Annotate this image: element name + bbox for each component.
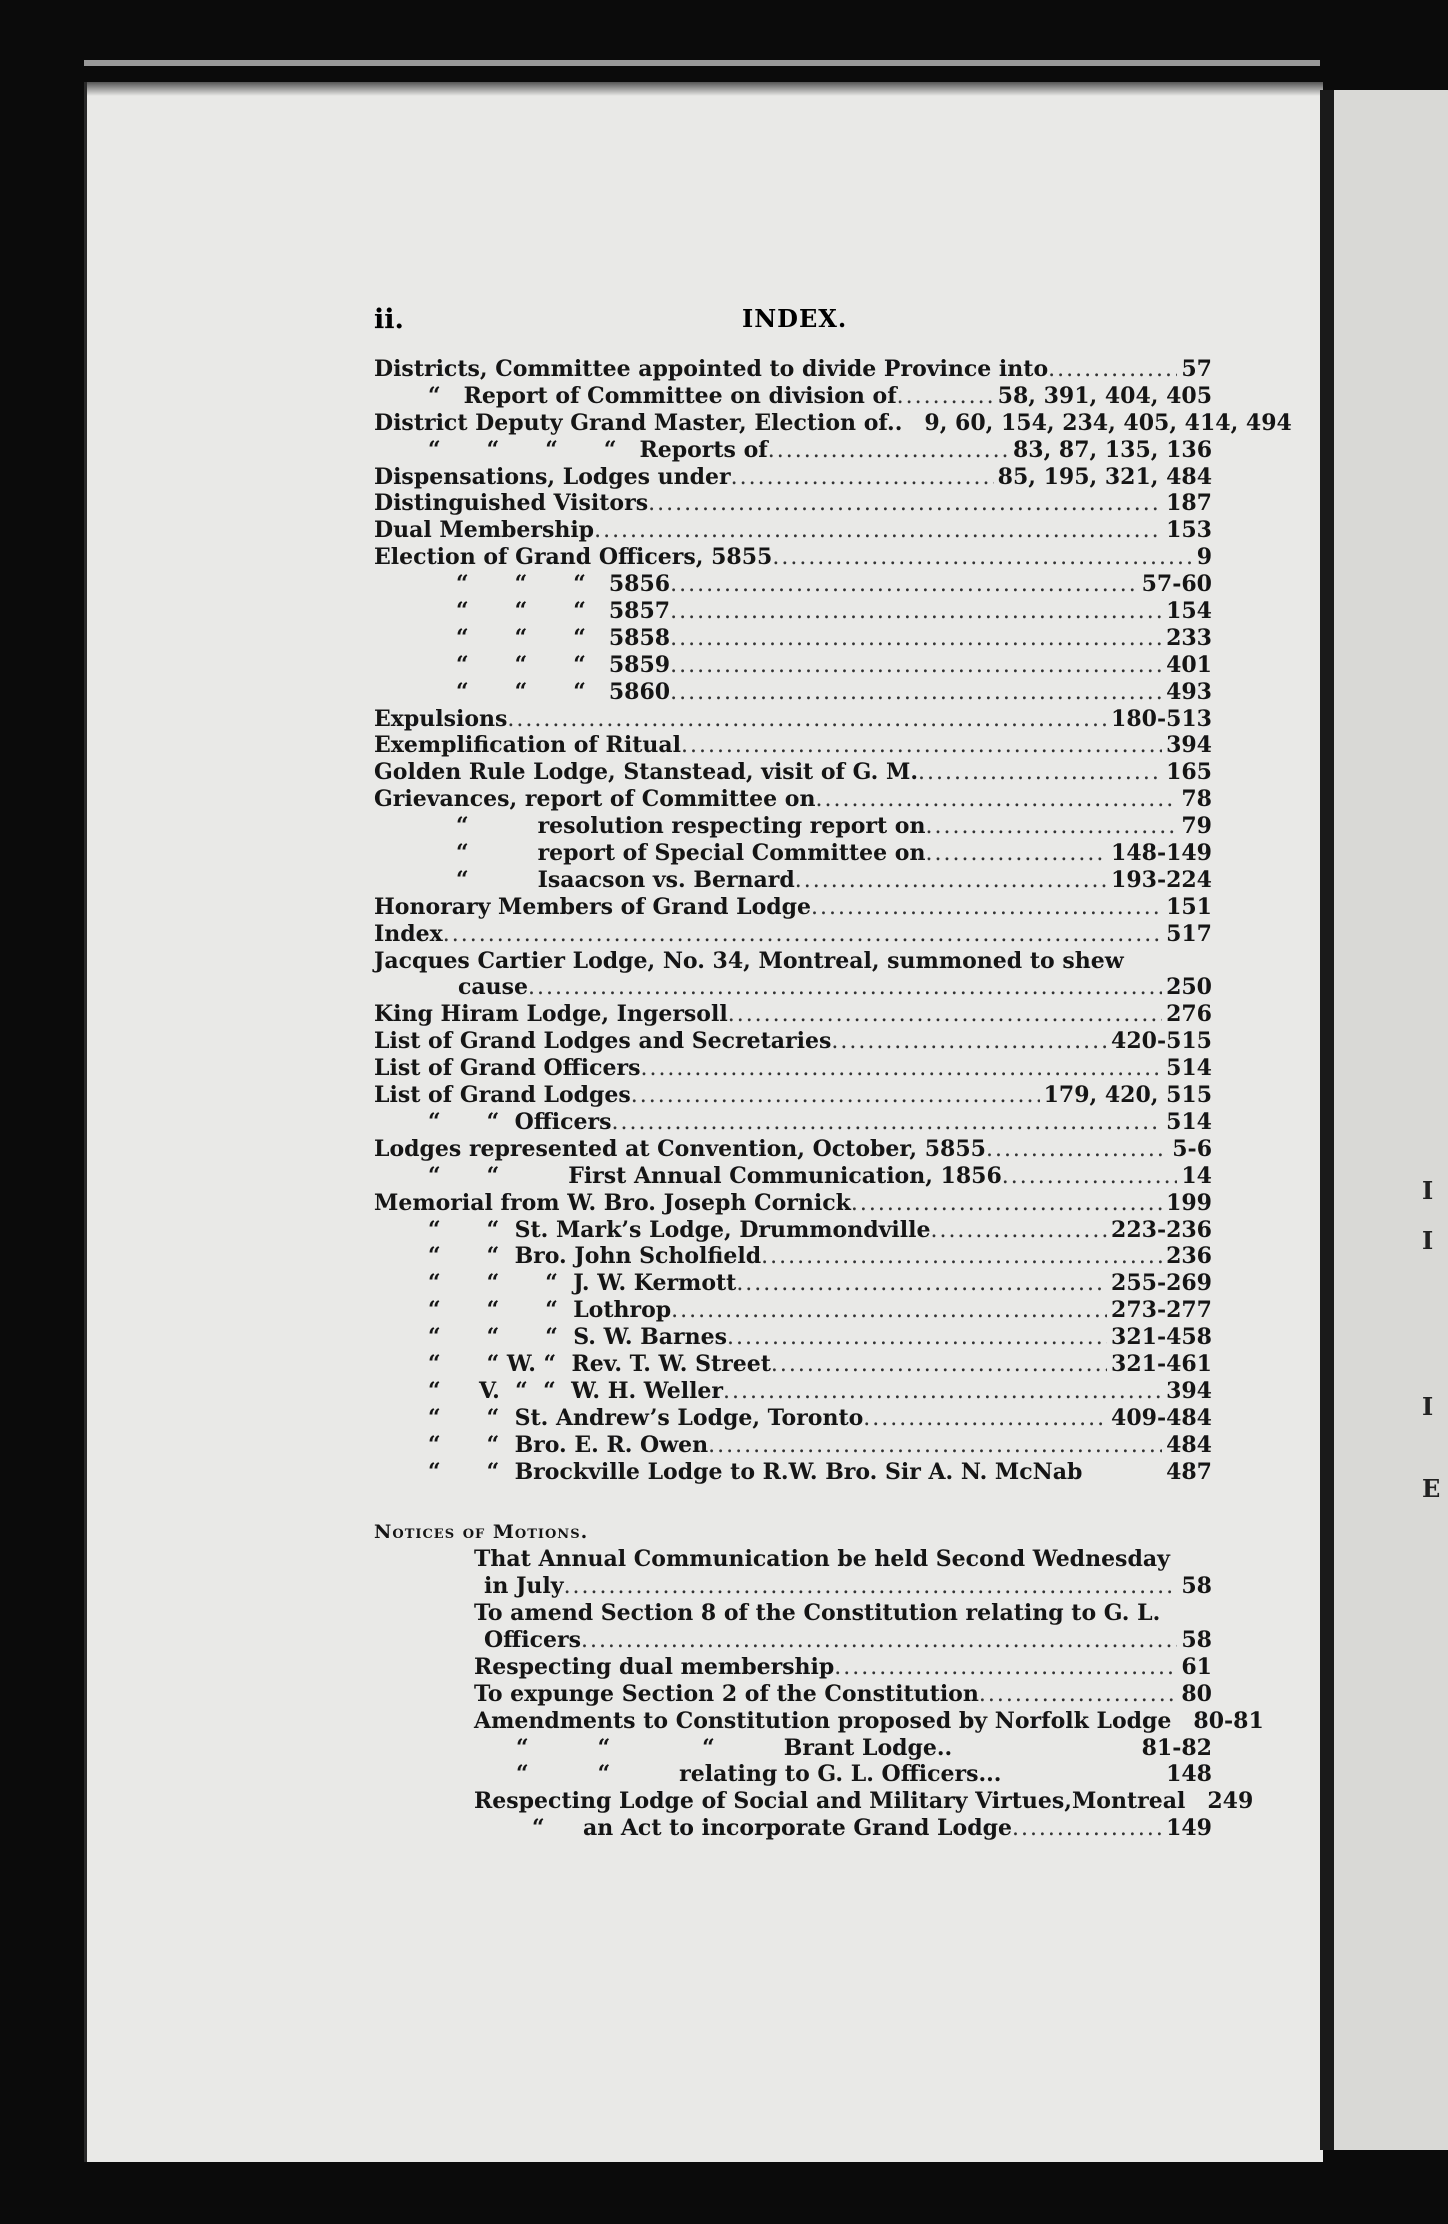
- index-entry: [374, 786, 1212, 813]
- dot-leader: [581, 1628, 1177, 1654]
- index-entry: [374, 1378, 1212, 1405]
- entry-text: “ “ relating to G. L. Officers...: [516, 1761, 1002, 1788]
- index-entry: [374, 1082, 1212, 1109]
- entry-text: “ “ “ 5860: [456, 678, 671, 705]
- entry-text: List of Grand Lodges: [374, 1082, 631, 1109]
- facing-page-mark: I: [1422, 1392, 1434, 1421]
- entry-text: District Deputy Grand Master, Election of..: [374, 409, 903, 436]
- entry-text: “ Report of Committee on division of: [428, 382, 897, 409]
- index-entry: [374, 894, 1212, 921]
- entry-text: Expulsions: [374, 705, 508, 732]
- entry-text: Respecting Lodge of Social and Military Virtues,Montreal: [474, 1788, 1186, 1815]
- entry-pages: 223-236: [1111, 1216, 1212, 1243]
- index-entry: [374, 1055, 1212, 1082]
- index-entry: [374, 732, 1212, 759]
- entry-pages: 5-6: [1172, 1135, 1212, 1162]
- index-entry: [374, 1001, 1212, 1028]
- entry-pages: 165: [1166, 759, 1212, 786]
- index-entry: [374, 1761, 1212, 1788]
- entry-text: “ V. “ “ W. H. Weller: [428, 1377, 724, 1404]
- index-entry: [374, 1324, 1212, 1351]
- dot-leader: [851, 1191, 1162, 1217]
- entry-pages: 236: [1166, 1243, 1212, 1270]
- index-entry: [374, 1788, 1254, 1815]
- index-entry: [374, 1028, 1212, 1055]
- index-entry: [374, 625, 1212, 652]
- dot-leader: [564, 1574, 1178, 1600]
- book-spine: [1320, 90, 1334, 2150]
- section-gap: [374, 1485, 1212, 1519]
- index-entry: [374, 840, 1212, 867]
- entry-text: King Hiram Lodge, Ingersoll: [374, 1001, 728, 1028]
- entry-pages: 401: [1166, 651, 1212, 678]
- dot-leader: [979, 1682, 1178, 1708]
- entry-text: “ “ “ “ Reports of: [428, 436, 768, 463]
- entry-text: Exemplification of Ritual: [374, 732, 681, 759]
- entry-text: To expunge Section 2 of the Constitution: [474, 1680, 979, 1707]
- index-entry: [374, 571, 1212, 598]
- entry-pages: 9: [1196, 544, 1212, 571]
- entry-text: “ Isaacson vs. Bernard: [456, 866, 795, 893]
- facing-page-edge: [1334, 90, 1448, 2150]
- dot-leader: [671, 1298, 1107, 1324]
- index-entry: [374, 1432, 1212, 1459]
- dot-leader: [708, 1433, 1162, 1459]
- facing-page-mark: E: [1422, 1474, 1441, 1503]
- entry-pages: 255-269: [1111, 1270, 1212, 1297]
- entry-pages: 514: [1166, 1055, 1212, 1082]
- page-header: [374, 304, 1224, 340]
- entry-text: Lodges represented at Convention, October, 5855: [374, 1135, 986, 1162]
- index-entry: [374, 464, 1212, 491]
- entry-pages: 420-515: [1111, 1028, 1212, 1055]
- dot-leader: [930, 1218, 1107, 1244]
- entry-text: “ “ Brockville Lodge to R.W. Bro. Sir A. N. McNab: [428, 1458, 1083, 1485]
- index-entry: [374, 1190, 1212, 1217]
- entry-pages: 179, 420, 515: [1043, 1082, 1212, 1109]
- index-entry: [374, 437, 1212, 464]
- index-entry: [374, 1243, 1212, 1270]
- entry-pages: 58, 391, 404, 405: [997, 382, 1212, 409]
- dot-leader: [815, 787, 1177, 813]
- entry-text: Officers: [484, 1626, 581, 1653]
- index-entry: [374, 1351, 1212, 1378]
- entry-text: List of Grand Lodges and Secretaries: [374, 1028, 832, 1055]
- index-entry: [374, 706, 1212, 733]
- entry-text: Amendments to Constitution proposed by Norfolk Lodge: [474, 1707, 1172, 1734]
- index-entry: [374, 1707, 1264, 1735]
- dot-leader: [772, 545, 1192, 571]
- entry-pages: 83, 87, 135, 136: [1012, 436, 1212, 463]
- entry-text: Districts, Committee appointed to divide Province into: [374, 356, 1049, 382]
- dot-leader: [761, 1244, 1162, 1270]
- dot-leader: [897, 384, 994, 410]
- entry-text: “ “ “ Lothrop: [428, 1297, 672, 1324]
- dot-leader: [1048, 357, 1177, 383]
- entry-pages: 9, 60, 154, 234, 405, 414, 494: [924, 409, 1292, 436]
- entry-pages: 61: [1181, 1653, 1212, 1680]
- dot-leader: [648, 491, 1162, 517]
- index-entry: [374, 1627, 1212, 1654]
- entry-pages: 81-82: [1141, 1734, 1212, 1761]
- dot-leader: [795, 868, 1107, 894]
- index-entry: [374, 356, 1212, 383]
- entry-text: “ “ Bro. John Scholfield: [428, 1243, 762, 1270]
- dot-leader: [768, 438, 1009, 464]
- index-entry: [374, 652, 1212, 679]
- entry-pages: 79: [1181, 813, 1212, 840]
- index-entry: [374, 1109, 1212, 1136]
- entry-text: “ “ “ 5857: [456, 598, 671, 625]
- entry-pages: 249: [1207, 1788, 1254, 1815]
- entry-pages: 14: [1181, 1162, 1212, 1189]
- dot-leader: [670, 626, 1162, 652]
- entry-pages: 151: [1166, 893, 1212, 920]
- dot-leader: [925, 814, 1177, 840]
- entry-pages: 321-461: [1111, 1350, 1212, 1377]
- index-entry: [374, 544, 1212, 571]
- entry-pages: 154: [1166, 598, 1212, 625]
- index-entry: [374, 1217, 1212, 1244]
- dot-leader: [925, 841, 1107, 867]
- dot-leader: [723, 1379, 1162, 1405]
- index-entry: [374, 1270, 1212, 1297]
- entry-text: Election of Grand Officers, 5855: [374, 544, 773, 571]
- page-title: INDEX.: [742, 304, 848, 333]
- dot-leader: [831, 1029, 1107, 1055]
- entry-text: That Annual Communication be held Second Wednesday: [474, 1546, 1170, 1573]
- page-number: ii.: [374, 304, 404, 335]
- index-entry: [374, 1163, 1212, 1190]
- dot-leader: [670, 572, 1138, 598]
- dot-leader: [811, 895, 1162, 921]
- entry-text: “ report of Special Committee on: [456, 840, 926, 867]
- dot-leader: [1012, 1816, 1162, 1842]
- dot-leader: [631, 1083, 1040, 1109]
- index-entry: [374, 517, 1212, 544]
- entry-pages: 149: [1166, 1815, 1212, 1842]
- index-entry: [374, 490, 1212, 517]
- entry-text: “ “ “ J. W. Kermott: [428, 1270, 737, 1297]
- entry-text: List of Grand Officers: [374, 1055, 641, 1082]
- dot-leader: [834, 1655, 1177, 1681]
- index-entry: [374, 1681, 1212, 1708]
- index-entry: [374, 598, 1212, 625]
- entry-pages: 180-513: [1111, 705, 1212, 732]
- entry-pages: 487: [1166, 1458, 1212, 1485]
- index-entry: [374, 1405, 1212, 1432]
- entry-pages: 78: [1181, 786, 1212, 813]
- entry-pages: 394: [1166, 732, 1212, 759]
- entry-pages: 409-484: [1111, 1404, 1212, 1431]
- entry-text: Dispensations, Lodges under: [374, 463, 731, 490]
- entry-text: “ “ “ 5858: [456, 624, 671, 651]
- dot-leader: [507, 707, 1107, 733]
- index-entry: [374, 974, 1212, 1001]
- entry-pages: 148: [1166, 1761, 1212, 1788]
- entry-text: “ “ “ 5859: [456, 651, 671, 678]
- dot-leader: [728, 1002, 1162, 1028]
- entry-pages: 394: [1166, 1377, 1212, 1404]
- entry-pages: 58: [1181, 1626, 1212, 1653]
- index-entry: [374, 409, 1292, 437]
- entry-text: Honorary Members of Grand Lodge: [374, 893, 812, 920]
- entry-text: Dual Membership: [374, 517, 595, 544]
- notices-heading: Notices of Motions.: [374, 1521, 589, 1544]
- index-entry: [374, 679, 1212, 706]
- dot-leader: [594, 518, 1162, 544]
- dot-leader: [640, 1056, 1162, 1082]
- index-entry: [374, 1600, 1212, 1627]
- entry-pages: 57: [1181, 356, 1212, 382]
- index-entry: [374, 1735, 1212, 1762]
- index-entry: [374, 383, 1212, 410]
- dot-leader: [863, 1406, 1107, 1432]
- dot-leader: [443, 922, 1162, 948]
- index-entry: [374, 1654, 1212, 1681]
- entry-text: “ an Act to incorporate Grand Lodge: [532, 1815, 1012, 1842]
- index-entry: [374, 1815, 1212, 1842]
- entry-text: Golden Rule Lodge, Stanstead, visit of G. M.: [374, 759, 919, 786]
- index-entry: [374, 1297, 1212, 1324]
- entry-text: “ “ Officers: [428, 1108, 612, 1135]
- entry-text: Jacques Cartier Lodge, No. 34, Montreal, summoned to shew: [374, 947, 1124, 974]
- dot-leader: [670, 599, 1162, 625]
- dot-leader: [670, 680, 1162, 706]
- dot-leader: [727, 1325, 1107, 1351]
- entry-text: “ “ St. Andrew’s Lodge, Toronto: [428, 1404, 864, 1431]
- entry-text: “ “ “ 5856: [456, 571, 671, 598]
- entry-pages: 85, 195, 321, 484: [997, 463, 1212, 490]
- dot-leader: [771, 1352, 1107, 1378]
- facing-page-mark: I: [1422, 1176, 1434, 1205]
- entry-text: Grievances, report of Committee on: [374, 786, 816, 813]
- facing-page-mark: I: [1422, 1226, 1434, 1255]
- entry-text: Index: [374, 920, 443, 947]
- entry-pages: 187: [1166, 490, 1212, 517]
- entry-pages: 321-458: [1111, 1324, 1212, 1351]
- entry-pages: 276: [1166, 1001, 1212, 1028]
- index-entry: [374, 1459, 1212, 1486]
- index-entries: [374, 356, 1292, 1842]
- entry-pages: 153: [1166, 517, 1212, 544]
- entry-pages: 273-277: [1111, 1297, 1212, 1324]
- index-entry: [374, 1136, 1212, 1163]
- entry-text: Memorial from W. Bro. Joseph Cornick: [374, 1189, 851, 1216]
- dot-leader: [731, 465, 994, 491]
- dot-leader: [1002, 1164, 1178, 1190]
- entry-text: “ “ “ Brant Lodge..: [516, 1734, 953, 1761]
- index-entry: [374, 948, 1212, 975]
- page-edge-top: [84, 60, 1320, 66]
- entry-pages: 58: [1181, 1573, 1212, 1600]
- entry-text: To amend Section 8 of the Constitution relating to G. L.: [474, 1600, 1161, 1627]
- index-entry: [374, 759, 1212, 786]
- entry-text: cause: [458, 974, 529, 1001]
- entry-pages: 148-149: [1111, 840, 1212, 867]
- entry-text: “ “ St. Mark’s Lodge, Drummondville: [428, 1216, 931, 1243]
- entry-text: “ resolution respecting report on: [456, 813, 926, 840]
- dot-leader: [670, 653, 1162, 679]
- dot-leader: [528, 975, 1162, 1001]
- entry-pages: 233: [1166, 624, 1212, 651]
- entry-pages: 193-224: [1111, 866, 1212, 893]
- entry-text: “ “ W. “ Rev. T. W. Street: [428, 1350, 771, 1377]
- entry-pages: 493: [1166, 678, 1212, 705]
- entry-text: “ “ First Annual Communication, 1856: [428, 1162, 1002, 1189]
- dot-leader: [681, 733, 1162, 759]
- dot-leader: [612, 1110, 1163, 1136]
- entry-pages: 484: [1166, 1431, 1212, 1458]
- entry-text: “ “ “ S. W. Barnes: [428, 1324, 728, 1351]
- entry-text: in July: [484, 1573, 564, 1600]
- entry-text: Respecting dual membership: [474, 1653, 835, 1680]
- entry-pages: 514: [1166, 1108, 1212, 1135]
- entry-pages: 199: [1166, 1189, 1212, 1216]
- entry-pages: 80: [1181, 1680, 1212, 1707]
- entry-pages: 57-60: [1141, 571, 1212, 598]
- index-entry: [374, 1546, 1212, 1573]
- entry-pages: 517: [1166, 920, 1212, 947]
- index-entry: [374, 867, 1212, 894]
- dot-leader: [986, 1137, 1168, 1163]
- entry-pages: 80-81: [1193, 1707, 1264, 1734]
- index-entry: [374, 1573, 1212, 1600]
- dot-leader: [918, 760, 1162, 786]
- entry-text: “ “ Bro. E. R. Owen: [428, 1431, 709, 1458]
- index-entry: [374, 921, 1212, 948]
- index-entry: [374, 813, 1212, 840]
- dot-leader: [736, 1271, 1107, 1297]
- entry-pages: 250: [1166, 974, 1212, 1001]
- entry-text: Distinguished Visitors: [374, 490, 649, 517]
